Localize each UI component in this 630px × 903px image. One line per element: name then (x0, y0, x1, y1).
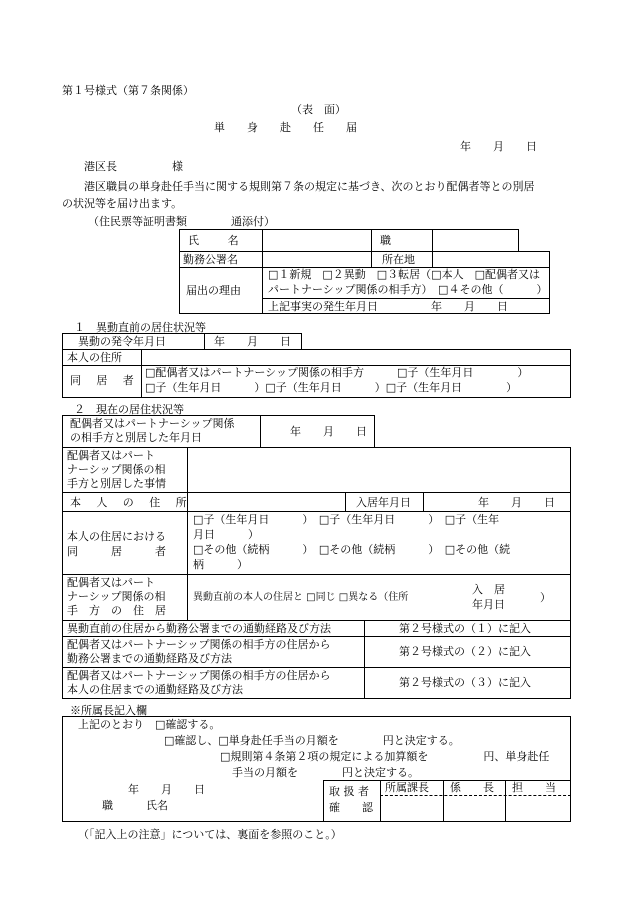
person-column-label: 担 当 (512, 781, 556, 794)
move-in-label: 入居年月日 (356, 496, 411, 509)
attachment-note: （住民票等証明書類 通添付） (88, 215, 275, 228)
intro-text-2: の状況等を届け出ます。 (62, 197, 183, 210)
name-field[interactable] (263, 230, 370, 251)
route-note-3: 第２号様式の（３）に記入 (399, 676, 531, 689)
chief-column-label: 所属課長 (385, 781, 429, 794)
occurrence-date[interactable]: 年 月 日 (431, 300, 508, 313)
cohabitant-label: 同 居 者 (70, 374, 136, 387)
spouse-move-in-label-2: 年月日 (472, 598, 505, 611)
section1-heading: １ 異動直前の居住状況等 (74, 321, 206, 334)
cohabitant-options[interactable]: □配偶者又はパートナーシップ関係の相手方 □子（生年月日 ） (145, 366, 529, 379)
separated-label-2: の相手方と別居した年月日 (70, 431, 202, 444)
location-field[interactable] (433, 252, 549, 267)
office-label: 勤務公署名 (183, 253, 238, 266)
prev-address-label: 本人の住所 (67, 351, 122, 364)
route-label-3b: 本人の住居までの通勤経路及び方法 (67, 683, 243, 696)
separated-date[interactable]: 年 月 日 (290, 425, 367, 438)
department-date[interactable]: 年 月 日 (128, 783, 205, 796)
current-cohabitant-options-2[interactable]: 月日 ） (193, 528, 259, 541)
chief-stamp-field[interactable] (381, 796, 442, 821)
spouse-residence-label-2: ナーシップ関係の相 (67, 590, 166, 603)
cohabitant-options-2[interactable]: □子（生年月日 ）□子（生年月日 ）□子（生年月日 ） (145, 381, 518, 394)
handler-label-2: 確 認 (329, 801, 373, 814)
submission-date: 年 月 日 (460, 140, 537, 153)
spouse-residence-close: ） (540, 591, 551, 604)
spouse-residence-options[interactable]: 異動直前の本人の住居と □同じ □異なる（住所 (193, 592, 409, 603)
addition-line[interactable]: □規則第４条第２項の規定による加算額を 円、単身赴任 (220, 750, 550, 763)
confirm-line[interactable]: 上記のとおり □確認する。 (78, 718, 221, 731)
page-title: 単 身 赴 任 届 (214, 121, 357, 134)
route-note-1: 第２号様式の（１）に記入 (399, 622, 531, 635)
current-cohabitant-options-4[interactable]: 柄 ） (193, 558, 248, 571)
current-cohabitant-options[interactable]: □子（生年月日 ） □子（生年月日 ） □子（生年 (193, 513, 500, 526)
separation-reason-label-3: 手方と別居した事情 (67, 477, 166, 490)
route-label-1: 異動直前の住居から勤務公署までの通勤経路及び方法 (67, 622, 331, 635)
job-label: 職 (380, 234, 391, 247)
reason-options[interactable]: □１新規 □２異動 □３転居（□本人 □配偶者又は (268, 268, 540, 281)
department-heading: ※所属長記入欄 (70, 704, 147, 717)
spouse-residence-label-3: 手 方 の 住 居 (67, 604, 166, 617)
staff-stamp-field[interactable] (444, 796, 504, 821)
office-field[interactable] (263, 252, 370, 267)
own-address-field[interactable] (188, 493, 344, 511)
route-label-3: 配偶者又はパートナーシップ関係の相手方の住居から (67, 669, 331, 682)
intro-text: 港区職員の単身赴任手当に関する規則第７条の規定に基づき、次のとおり配偶者等との別居 (84, 180, 535, 193)
side-label: （表 面） (291, 103, 346, 116)
prev-address-field[interactable] (142, 350, 570, 365)
name-label: 氏 名 (188, 234, 241, 247)
separation-reason-label: 配偶者又はパート (67, 449, 155, 462)
monthly-amount-line[interactable]: 手当の月額を 円と決定する。 (232, 766, 419, 779)
own-address-label: 本 人 の 住 所 (70, 496, 189, 509)
reason-label: 届出の理由 (186, 284, 241, 297)
spouse-move-in-label: 入 居 (472, 583, 505, 596)
current-cohabitant-label: 本人の住居における (67, 530, 166, 543)
staff-column-label: 係 長 (450, 781, 494, 794)
separation-reason-field[interactable] (188, 448, 570, 492)
transfer-label: 異動の発令年月日 (78, 335, 166, 348)
occurrence-label: 上記事実の発生年月日 (268, 300, 378, 313)
transfer-date[interactable]: 年 月 日 (214, 335, 291, 348)
separation-reason-label-2: ナーシップ関係の相 (67, 463, 166, 476)
person-stamp-field[interactable] (506, 796, 570, 821)
addressee: 港区長 様 (84, 160, 183, 173)
route-label-2b: 勤務公署までの通勤経路及び方法 (67, 652, 232, 665)
decide-line[interactable]: □確認し、□単身赴任手当の月額を 円と決定する。 (164, 734, 460, 747)
current-cohabitant-label-2: 同 居 者 (67, 545, 166, 558)
move-in-date[interactable]: 年 月 日 (478, 496, 555, 509)
handler-label: 取 扱 者 (329, 785, 369, 798)
route-label-2: 配偶者又はパートナーシップ関係の相手方の住居から (67, 638, 331, 651)
department-job-name[interactable]: 職 氏名 (102, 799, 168, 812)
job-field[interactable] (433, 230, 518, 251)
location-label: 所在地 (382, 253, 415, 266)
footer-note: （「記入上の注意」については、裏面を参照のこと。） (78, 828, 342, 841)
route-note-2: 第２号様式の（２）に記入 (399, 645, 531, 658)
separated-label: 配偶者又はパートナーシップ関係 (70, 417, 235, 430)
form-number: 第１号様式（第７条関係） (62, 84, 194, 97)
reason-options-2[interactable]: パートナーシップ関係の相手方） □４その他（ ） (268, 283, 548, 296)
section2-heading: ２ 現在の居住状況等 (74, 403, 184, 416)
spouse-residence-label: 配偶者又はパート (67, 576, 155, 589)
current-cohabitant-options-3[interactable]: □その他（続柄 ） □その他（続柄 ） □その他（続 (193, 543, 511, 556)
